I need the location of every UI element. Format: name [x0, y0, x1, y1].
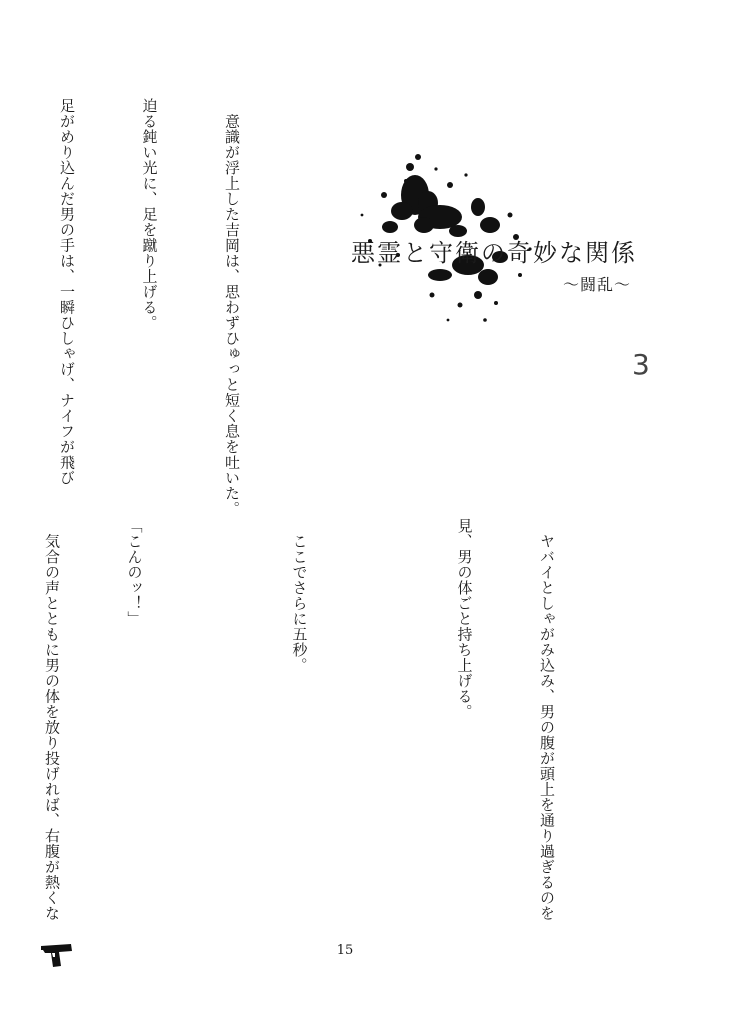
story-subtitle: 〜闘乱〜 [563, 275, 632, 294]
text-line: 足がめり込んだ男の手は、一瞬ひしゃげ、ナイフが飛び [58, 98, 76, 486]
text-line [368, 518, 396, 938]
story-title: 悪霊と守衛の奇妙な関係 [351, 239, 637, 267]
text-line: 見、男の体ごと持ち上げる。 [455, 518, 474, 720]
text-line: ここでさらに五秒。 [290, 518, 309, 673]
text-line: 気合の声とともに男の体を放り投げれば、右腹が熱くな [43, 518, 61, 921]
text-line: 「こんのッ！」 [125, 518, 144, 627]
text-line: ヤバイとしゃがみ込み、男の腹が頭上を通り過ぎるのを [538, 518, 556, 921]
upper-text-block [58, 98, 300, 517]
text-line: 迫る鈍い光に、足を蹴り上げる。 [140, 98, 159, 331]
lower-text-block [43, 518, 615, 938]
page-number: 15 [336, 943, 354, 958]
chapter-number: 3 [632, 348, 650, 381]
pistol-icon [40, 940, 74, 970]
text-line: 意識が浮上した吉岡は、思わずひゅっと短く息を吐いた。 [223, 98, 241, 517]
text-line [203, 518, 231, 938]
